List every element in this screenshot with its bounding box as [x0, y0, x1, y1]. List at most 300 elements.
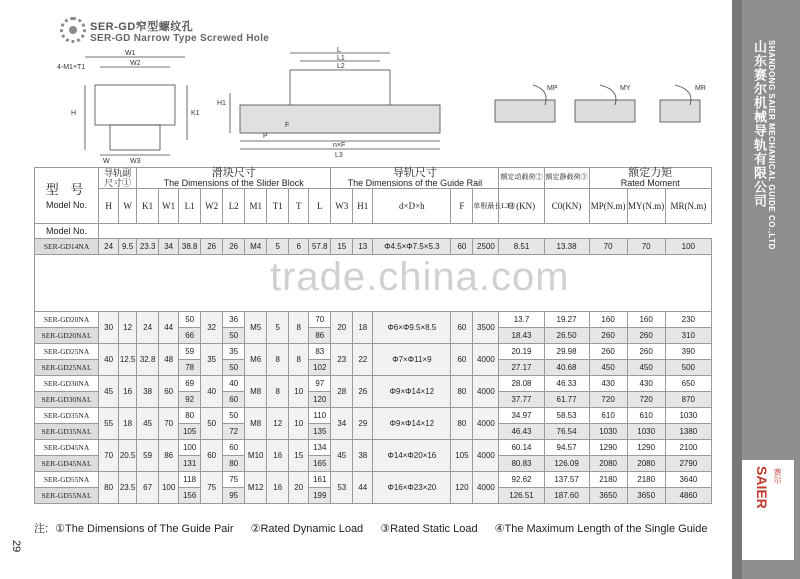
cell-c: 37.77 [499, 392, 544, 408]
technical-drawings [55, 45, 725, 165]
cell-l1: 80 [179, 408, 201, 424]
footnotes [34, 520, 722, 536]
label-l: L [337, 47, 341, 54]
dynamic-load-header: 额定动载荷② [499, 168, 544, 189]
cell-l: 199 [309, 488, 331, 504]
model-cell: SER-GD45NAL [35, 456, 99, 472]
cell-l1: 66 [179, 328, 201, 344]
cell-l2: 60 [223, 392, 245, 408]
col-header: W [119, 189, 137, 224]
model-header-cn: 型 号 [45, 182, 88, 197]
slider-header-en: The Dimensions of the Slider Block [163, 178, 304, 188]
label-l1: L1 [337, 55, 345, 62]
cell-mp: 450 [589, 360, 627, 376]
cell-h: 45 [99, 376, 119, 408]
cell-ddh: Φ4.5×Φ7.5×5.3 [373, 239, 451, 255]
cell-ddh: Φ6×Φ9.5×8.5 [373, 312, 451, 344]
cell-w1: 44 [159, 312, 179, 344]
cell-l: 70 [309, 312, 331, 328]
cell-mp: 2080 [589, 456, 627, 472]
mr-diagram [660, 100, 700, 122]
slider-header-cn: 滑块尺寸 [211, 167, 256, 179]
cell-h: 80 [99, 472, 119, 504]
cell-c: 8.51 [499, 239, 544, 255]
cell-l2: 26 [223, 239, 245, 255]
cell-mr: 4860 [665, 488, 711, 504]
footnote-3: ③Rated Static Load [380, 523, 478, 535]
cell-l2: 95 [223, 488, 245, 504]
cell-k1: 45 [137, 408, 159, 440]
cell-h: 30 [99, 312, 119, 344]
col-header: C0(KN) [544, 189, 589, 224]
model-cell: SER-GD35NAL [35, 424, 99, 440]
model-cell: SER-GD30NA [35, 376, 99, 392]
cell-c0: 40.68 [544, 360, 589, 376]
cell-t1: 5 [267, 312, 289, 344]
cell-l: 165 [309, 456, 331, 472]
cell-l: 102 [309, 360, 331, 376]
cell-c: 27.17 [499, 360, 544, 376]
cell-k1: 23.3 [137, 239, 159, 255]
company-name-en: SHANDONG SAIER MECHANICAL GUIDE CO.,LTD [767, 40, 776, 250]
cell-w: 23.5 [119, 472, 137, 504]
model-cell: SER-GD20NAL [35, 328, 99, 344]
cell-w2: 35 [201, 344, 223, 376]
cell-l2: 36 [223, 312, 245, 328]
cell-l1: 92 [179, 392, 201, 408]
cell-w3: 45 [331, 440, 353, 472]
cell-l: 120 [309, 392, 331, 408]
cell-h1: 13 [353, 239, 373, 255]
cell-f: 80 [451, 376, 473, 408]
moment-header-cn: 额定力矩 [628, 167, 673, 179]
model-cell: SER-GD45NA [35, 440, 99, 456]
cell-l3: 4000 [473, 376, 499, 408]
model-header-en-1: Model No. [46, 200, 88, 210]
cell-h: 70 [99, 440, 119, 472]
cell-mp: 160 [589, 312, 627, 328]
cell-t1: 5 [267, 239, 289, 255]
cell-k1: 24 [137, 312, 159, 344]
cell-l2: 40 [223, 376, 245, 392]
label-l3: L3 [335, 152, 343, 159]
model-cell: SER-GD25NAL [35, 360, 99, 376]
cell-l3: 3500 [473, 312, 499, 344]
cell-m1: M6 [245, 344, 267, 376]
label-w: W [103, 158, 110, 165]
cell-t: 20 [289, 472, 309, 504]
cell-mp: 1030 [589, 424, 627, 440]
cell-t1: 8 [267, 344, 289, 376]
guide-pair-header-cn: 导轨副 [104, 168, 132, 178]
cell-c: 126.51 [499, 488, 544, 504]
cell-mr: 2100 [665, 440, 711, 456]
col-header: M1 [245, 189, 267, 224]
cell-h1: 38 [353, 440, 373, 472]
cell-m1: M10 [245, 440, 267, 472]
cell-l: 86 [309, 328, 331, 344]
label-mr: MR [695, 85, 706, 92]
col-header: W1 [159, 189, 179, 224]
cell-t: 6 [289, 239, 309, 255]
cell-w: 20.5 [119, 440, 137, 472]
cell-c: 20.19 [499, 344, 544, 360]
cell-mr: 1380 [665, 424, 711, 440]
cell-ddh: Φ9×Φ14×12 [373, 408, 451, 440]
cell-f: 120 [451, 472, 473, 504]
guide-pair-header-sub: 尺寸① [104, 178, 132, 188]
cell-mp: 3650 [589, 488, 627, 504]
col-header: H1 [353, 189, 373, 224]
cell-c0: 126.09 [544, 456, 589, 472]
cell-l2: 50 [223, 328, 245, 344]
cell-mr: 2790 [665, 456, 711, 472]
slider-header [137, 168, 331, 189]
moment-header [589, 168, 711, 189]
cell-my: 2180 [627, 472, 665, 488]
cell-ddh: Φ14×Φ20×16 [373, 440, 451, 472]
cell-w1: 100 [159, 472, 179, 504]
watermark: trade.china.com [270, 255, 570, 299]
model-cell: SER-GD30NAL [35, 392, 99, 408]
col-header: T1 [267, 189, 289, 224]
model-header-2 [35, 224, 99, 239]
slider-end-view [95, 85, 175, 125]
cell-l: 57.8 [309, 239, 331, 255]
col-header: F [451, 189, 473, 224]
cell-mr: 310 [665, 328, 711, 344]
cell-l1: 50 [179, 312, 201, 328]
cell-w2: 60 [201, 440, 223, 472]
col-header: T [289, 189, 309, 224]
cell-h1: 26 [353, 376, 373, 408]
cell-c: 34.97 [499, 408, 544, 424]
cell-h: 40 [99, 344, 119, 376]
cell-f: 60 [451, 239, 473, 255]
cell-c0: 94.57 [544, 440, 589, 456]
model-cell: SER-GD14NA [35, 239, 99, 255]
cell-m1: M8 [245, 376, 267, 408]
col-header: K1 [137, 189, 159, 224]
table-row [35, 239, 712, 255]
cell-my: 720 [627, 392, 665, 408]
cell-my: 1030 [627, 424, 665, 440]
header-spacer [99, 224, 712, 239]
cell-h1: 44 [353, 472, 373, 504]
cell-c0: 26.50 [544, 328, 589, 344]
table-row [35, 344, 712, 360]
cell-c: 60.14 [499, 440, 544, 456]
cell-k1: 59 [137, 440, 159, 472]
label-w2: W2 [130, 60, 141, 67]
cell-c0: 137.57 [544, 472, 589, 488]
cell-my: 2080 [627, 456, 665, 472]
company-name-cn: 山东赛尔机械导轨有限公司 [752, 40, 767, 208]
cell-ddh: Φ7×Φ11×9 [373, 344, 451, 376]
cell-m1: M8 [245, 408, 267, 440]
cell-k1: 38 [137, 376, 159, 408]
cell-t: 8 [289, 312, 309, 344]
cell-m1: M12 [245, 472, 267, 504]
cell-w2: 75 [201, 472, 223, 504]
col-header: C (KN) [499, 189, 544, 224]
cell-mp: 610 [589, 408, 627, 424]
cell-k1: 67 [137, 472, 159, 504]
cell-l1: 38.8 [179, 239, 201, 255]
cell-my: 1290 [627, 440, 665, 456]
spec-table [34, 167, 712, 504]
label-w1: W1 [125, 50, 136, 57]
cell-c0: 61.77 [544, 392, 589, 408]
cell-mp: 2180 [589, 472, 627, 488]
cell-w3: 28 [331, 376, 353, 408]
label-mp: MP [547, 85, 558, 92]
cell-l: 97 [309, 376, 331, 392]
table-row [35, 408, 712, 424]
cell-h1: 18 [353, 312, 373, 344]
cell-l1: 78 [179, 360, 201, 376]
cell-w1: 86 [159, 440, 179, 472]
cell-c0: 76.54 [544, 424, 589, 440]
cell-l1: 156 [179, 488, 201, 504]
label-p: P [263, 133, 268, 140]
cell-h1: 29 [353, 408, 373, 440]
cell-my: 450 [627, 360, 665, 376]
cell-my: 70 [627, 239, 665, 255]
label-screw: 4-M1×T1 [57, 64, 86, 71]
footnote-label: 注: [34, 523, 49, 535]
cell-l: 110 [309, 408, 331, 424]
cell-w3: 23 [331, 344, 353, 376]
col-header: L2 [223, 189, 245, 224]
cell-k1: 32.8 [137, 344, 159, 376]
cell-mp: 70 [589, 239, 627, 255]
cell-ddh: Φ16×Φ23×20 [373, 472, 451, 504]
my-diagram [575, 100, 635, 122]
model-cell: SER-GD20NA [35, 312, 99, 328]
cell-mp: 430 [589, 376, 627, 392]
cell-ddh: Φ9×Φ14×12 [373, 376, 451, 408]
cell-c: 13.7 [499, 312, 544, 328]
cell-l: 135 [309, 424, 331, 440]
cell-mp: 720 [589, 392, 627, 408]
cell-w2: 26 [201, 239, 223, 255]
cell-mr: 3640 [665, 472, 711, 488]
cell-f: 60 [451, 312, 473, 344]
cell-h: 55 [99, 408, 119, 440]
cell-c: 18.43 [499, 328, 544, 344]
cell-l2: 50 [223, 408, 245, 424]
col-header: MY(N.m) [627, 189, 665, 224]
cell-c0: 187.60 [544, 488, 589, 504]
cell-w3: 20 [331, 312, 353, 344]
cell-l3: 4000 [473, 440, 499, 472]
brand-name-cn: 赛尔 [773, 468, 782, 484]
label-nxf: n×F [333, 142, 346, 149]
col-header: H [99, 189, 119, 224]
label-h: H [71, 110, 77, 117]
cell-mr: 390 [665, 344, 711, 360]
drawing-svg [55, 45, 725, 165]
cell-l: 134 [309, 440, 331, 456]
cell-mr: 500 [665, 360, 711, 376]
cell-c0: 46.33 [544, 376, 589, 392]
model-cell: SER-GD25NA [35, 344, 99, 360]
footnote-4: ④The Maximum Length of the Single Guide [494, 523, 708, 535]
label-h1: H1 [217, 100, 226, 107]
cell-w: 12 [119, 312, 137, 344]
cell-h: 24 [99, 239, 119, 255]
cell-l: 161 [309, 472, 331, 488]
company-logo-icon [60, 17, 86, 43]
cell-l3: 4000 [473, 344, 499, 376]
col-header: d×D×h [373, 189, 451, 224]
cell-c: 80.83 [499, 456, 544, 472]
cell-w: 9.5 [119, 239, 137, 255]
cell-mp: 260 [589, 344, 627, 360]
cell-l1: 105 [179, 424, 201, 440]
cell-w1: 70 [159, 408, 179, 440]
cell-f: 105 [451, 440, 473, 472]
cell-l: 83 [309, 344, 331, 360]
rail-side-view [240, 105, 440, 133]
cell-f: 80 [451, 408, 473, 440]
cell-f: 60 [451, 344, 473, 376]
cell-t1: 16 [267, 472, 289, 504]
cell-mp: 1290 [589, 440, 627, 456]
cell-c: 46.43 [499, 424, 544, 440]
model-cell: SER-GD35NA [35, 408, 99, 424]
cell-l1: 100 [179, 440, 201, 456]
guide-pair-header [99, 168, 137, 189]
symbol-header-row [35, 189, 712, 224]
cell-my: 160 [627, 312, 665, 328]
rail-header [331, 168, 499, 189]
label-k1: K1 [191, 110, 200, 117]
cell-my: 3650 [627, 488, 665, 504]
cell-m1: M4 [245, 239, 267, 255]
cell-l1: 59 [179, 344, 201, 360]
cell-t: 8 [289, 344, 309, 376]
cell-mr: 870 [665, 392, 711, 408]
mp-diagram [495, 100, 555, 122]
cell-l2: 75 [223, 472, 245, 488]
footnote-2: ②Rated Dynamic Load [250, 523, 364, 535]
col-header: W2 [201, 189, 223, 224]
cell-l2: 35 [223, 344, 245, 360]
table-row [35, 376, 712, 392]
page-title-en: SER-GD Narrow Type Screwed Hole [90, 33, 270, 44]
col-header: L1 [179, 189, 201, 224]
cell-w2: 32 [201, 312, 223, 344]
cell-c0: 19.27 [544, 312, 589, 328]
static-load-header: 额定静载荷③ [544, 168, 589, 189]
cell-l3: 4000 [473, 408, 499, 440]
cell-l1: 131 [179, 456, 201, 472]
cell-t1: 16 [267, 440, 289, 472]
moment-header-en: Rated Moment [620, 178, 680, 188]
page-title-cn: SER-GD窄型螺纹孔 [90, 21, 194, 33]
cell-w2: 50 [201, 408, 223, 440]
label-l2: L2 [337, 63, 345, 70]
cell-w3: 34 [331, 408, 353, 440]
brand-name: SAIER [754, 466, 770, 509]
cell-c: 28.08 [499, 376, 544, 392]
col-header: L [309, 189, 331, 224]
label-my: MY [620, 85, 631, 92]
cell-mp: 260 [589, 328, 627, 344]
cell-w1: 60 [159, 376, 179, 408]
cell-w: 12.5 [119, 344, 137, 376]
cell-l2: 50 [223, 360, 245, 376]
col-header: MP(N.m) [589, 189, 627, 224]
cell-w: 18 [119, 408, 137, 440]
model-cell: SER-GD55NAL [35, 488, 99, 504]
rail-header-en: The Dimensions of the Guide Rail [347, 178, 483, 188]
cell-w1: 48 [159, 344, 179, 376]
model-cell: SER-GD55NA [35, 472, 99, 488]
cell-l3: 4000 [473, 472, 499, 504]
cell-l2: 72 [223, 424, 245, 440]
cell-my: 260 [627, 344, 665, 360]
brand-logo [742, 460, 794, 560]
cell-w3: 15 [331, 239, 353, 255]
cell-t1: 8 [267, 376, 289, 408]
rail-header-cn: 导轨尺寸 [392, 167, 437, 179]
cell-l3: 2500 [473, 239, 499, 255]
cell-w2: 40 [201, 376, 223, 408]
cell-m1: M5 [245, 312, 267, 344]
cell-h1: 22 [353, 344, 373, 376]
model-header-en-2: Model No. [46, 226, 88, 236]
col-header: 单根最长L3④ [473, 189, 499, 224]
cell-t: 10 [289, 376, 309, 408]
cell-my: 430 [627, 376, 665, 392]
cell-c0: 13.38 [544, 239, 589, 255]
cell-t: 10 [289, 408, 309, 440]
cell-w: 16 [119, 376, 137, 408]
cell-my: 610 [627, 408, 665, 424]
page-number: 29 [10, 540, 22, 553]
label-f: F [285, 122, 290, 129]
table-row [35, 440, 712, 456]
cell-c: 92.62 [499, 472, 544, 488]
cell-w1: 34 [159, 239, 179, 255]
col-header: W3 [331, 189, 353, 224]
model-header [35, 168, 99, 224]
label-w3: W3 [130, 158, 141, 165]
table-row [35, 312, 712, 328]
footnote-1: ①The Dimensions of The Guide Pair [55, 523, 234, 535]
cell-l2: 80 [223, 456, 245, 472]
cell-c0: 29.98 [544, 344, 589, 360]
cell-l1: 118 [179, 472, 201, 488]
cell-my: 260 [627, 328, 665, 344]
cell-w3: 53 [331, 472, 353, 504]
cell-mr: 650 [665, 376, 711, 392]
cell-l1: 69 [179, 376, 201, 392]
cell-mr: 100 [665, 239, 711, 255]
cell-mr: 1030 [665, 408, 711, 424]
col-header: MR(N.m) [665, 189, 711, 224]
cell-l2: 60 [223, 440, 245, 456]
cell-c0: 58.53 [544, 408, 589, 424]
rail-end-view [110, 125, 160, 150]
cell-t1: 12 [267, 408, 289, 440]
side-band-stripe [732, 0, 742, 579]
cell-mr: 230 [665, 312, 711, 328]
table-row [35, 472, 712, 488]
